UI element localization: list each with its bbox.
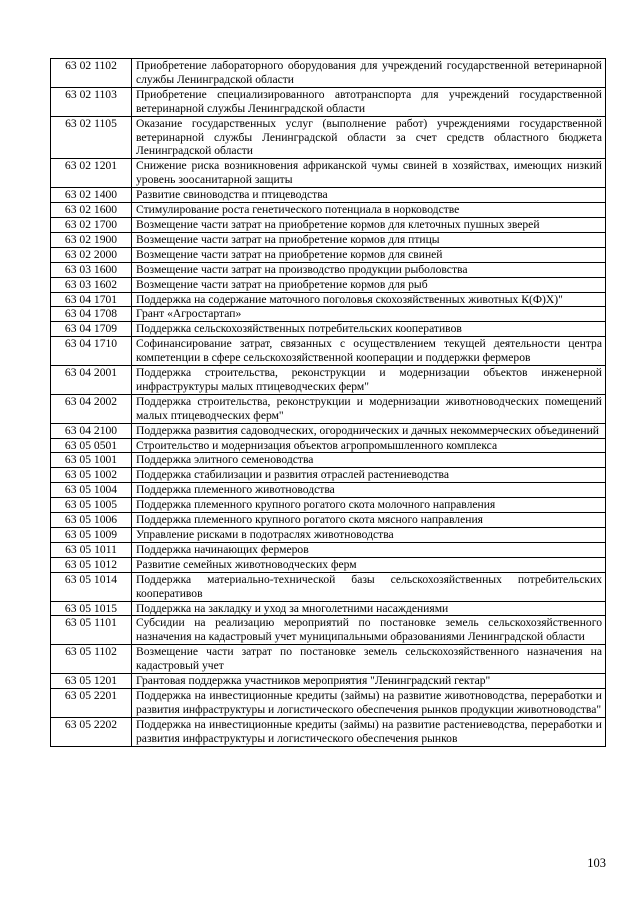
row-code: 63 02 1102 <box>51 59 132 88</box>
table-row <box>51 337 606 366</box>
row-description: Поддержка стабилизации и развития отраслей растениеводства <box>132 468 606 483</box>
table-row <box>51 217 606 232</box>
row-code: 63 05 1002 <box>51 468 132 483</box>
row-description: Поддержка начинающих фермеров <box>132 542 606 557</box>
row-description: Поддержка на инвестиционные кредиты (займы) на развитие животноводства, переработки и развития инфраструктуры и логистического обеспечения рынков продукции животноводства" <box>132 688 606 717</box>
row-code: 63 04 1708 <box>51 307 132 322</box>
row-code: 63 05 1006 <box>51 513 132 528</box>
row-description: Поддержка сельскохозяйственных потребительских кооперативов <box>132 322 606 337</box>
row-description: Снижение риска возникновения африканской чумы свиней в хозяйствах, имеющих низкий уровень зоосанитарной защиты <box>132 159 606 188</box>
row-code: 63 05 1001 <box>51 453 132 468</box>
table-row <box>51 277 606 292</box>
row-description: Возмещение части затрат на производство продукции рыболовства <box>132 262 606 277</box>
row-description: Поддержка племенного крупного рогатого скота молочного направления <box>132 498 606 513</box>
row-code: 63 02 1700 <box>51 217 132 232</box>
table-row <box>51 483 606 498</box>
table-row <box>51 438 606 453</box>
row-code: 63 02 2000 <box>51 247 132 262</box>
row-code: 63 05 2202 <box>51 717 132 746</box>
row-description: Поддержка материально-технической базы сельскохозяйственных потребительских кооперативов <box>132 572 606 601</box>
row-description: Грантовая поддержка участников мероприятия "Ленинградский гектар" <box>132 674 606 689</box>
table-row <box>51 307 606 322</box>
table-row <box>51 513 606 528</box>
table-row <box>51 87 606 116</box>
table-row <box>51 423 606 438</box>
table-row <box>51 453 606 468</box>
row-code: 63 02 1201 <box>51 159 132 188</box>
row-code: 63 03 1600 <box>51 262 132 277</box>
row-code: 63 04 2002 <box>51 394 132 423</box>
row-code: 63 05 1014 <box>51 572 132 601</box>
row-description: Грант «Агростартап» <box>132 307 606 322</box>
row-description: Возмещение части затрат на приобретение кормов для рыб <box>132 277 606 292</box>
row-description: Поддержка на инвестиционные кредиты (займы) на развитие растениеводства, переработки и развития инфраструктуры и логистического обеспечения рынков <box>132 717 606 746</box>
table-row <box>51 59 606 88</box>
row-code: 63 05 0501 <box>51 438 132 453</box>
row-code: 63 03 1602 <box>51 277 132 292</box>
row-description: Возмещение части затрат на приобретение кормов для клеточных пушных зверей <box>132 217 606 232</box>
table-row <box>51 468 606 483</box>
row-description: Возмещение части затрат на приобретение кормов для свиней <box>132 247 606 262</box>
row-code: 63 05 2201 <box>51 688 132 717</box>
row-description: Развитие свиноводства и птицеводства <box>132 188 606 203</box>
row-code: 63 05 1012 <box>51 557 132 572</box>
row-code: 63 02 1600 <box>51 203 132 218</box>
row-code: 63 04 1709 <box>51 322 132 337</box>
table-row <box>51 366 606 395</box>
row-code: 63 04 2100 <box>51 423 132 438</box>
row-description: Поддержка строительства, реконструкции и модернизации объектов инженерной инфраструктуры малых птицеводческих ферм" <box>132 366 606 395</box>
row-description: Приобретение лабораторного оборудования для учреждений государственной ветеринарной службы Ленинградской области <box>132 59 606 88</box>
table-row <box>51 292 606 307</box>
table-row <box>51 322 606 337</box>
row-description: Развитие семейных животноводческих ферм <box>132 557 606 572</box>
row-description: Стимулирование роста генетического потенциала в норководстве <box>132 203 606 218</box>
row-code: 63 04 2001 <box>51 366 132 395</box>
table-row <box>51 159 606 188</box>
table-row <box>51 616 606 645</box>
table-row <box>51 116 606 159</box>
table-row <box>51 188 606 203</box>
row-code: 63 04 1710 <box>51 337 132 366</box>
table-row <box>51 717 606 746</box>
table-row <box>51 528 606 543</box>
table-row <box>51 688 606 717</box>
row-description: Возмещение части затрат по постановке земель сельскохозяйственного назначения на кадастровый учет <box>132 645 606 674</box>
table-row <box>51 674 606 689</box>
row-description: Поддержка развития садоводческих, огороднических и дачных некоммерческих объединений <box>132 423 606 438</box>
table-row <box>51 394 606 423</box>
row-code: 63 02 1900 <box>51 232 132 247</box>
row-description: Поддержка строительства, реконструкции и модернизации животноводческих помещений малых птицеводческих ферм" <box>132 394 606 423</box>
table-row <box>51 247 606 262</box>
row-code: 63 05 1015 <box>51 601 132 616</box>
row-code: 63 05 1101 <box>51 616 132 645</box>
row-description: Субсидии на реализацию мероприятий по постановке земель сельскохозяйственного назначения на кадастровый учет муниципальными образованиями Ленинградской области <box>132 616 606 645</box>
row-description: Софинансирование затрат, связанных с осуществлением текущей деятельности центра компетенции в сфере сельскохозяйственной кооперации и поддержки фермеров <box>132 337 606 366</box>
table-row <box>51 203 606 218</box>
row-description: Поддержка племенного животноводства <box>132 483 606 498</box>
row-description: Поддержка на закладку и уход за многолетними насаждениями <box>132 601 606 616</box>
row-description: Поддержка племенного крупного рогатого скота мясного направления <box>132 513 606 528</box>
table-row <box>51 572 606 601</box>
table-row <box>51 232 606 247</box>
row-code: 63 02 1105 <box>51 116 132 159</box>
row-code: 63 05 1201 <box>51 674 132 689</box>
page-number: 103 <box>587 856 606 870</box>
row-code: 63 02 1103 <box>51 87 132 116</box>
row-description: Поддержка на содержание маточного поголовья скохозяйственных животных К(Ф)Х)" <box>132 292 606 307</box>
row-code: 63 05 1005 <box>51 498 132 513</box>
table-row <box>51 498 606 513</box>
table-row <box>51 601 606 616</box>
row-description: Возмещение части затрат на приобретение кормов для птицы <box>132 232 606 247</box>
row-code: 63 04 1701 <box>51 292 132 307</box>
table-row <box>51 542 606 557</box>
row-description: Оказание государственных услуг (выполнение работ) учреждениями государственной ветеринарной службы Ленинградской области за счет средств областного бюджета Ленинградской области <box>132 116 606 159</box>
row-description: Поддержка элитного семеноводства <box>132 453 606 468</box>
row-description: Управление рисками в подотраслях животноводства <box>132 528 606 543</box>
table-row <box>51 262 606 277</box>
row-code: 63 05 1004 <box>51 483 132 498</box>
row-code: 63 05 1009 <box>51 528 132 543</box>
budget-codes-table <box>50 58 606 747</box>
row-code: 63 02 1400 <box>51 188 132 203</box>
row-code: 63 05 1011 <box>51 542 132 557</box>
table-body <box>51 59 606 747</box>
row-code: 63 05 1102 <box>51 645 132 674</box>
row-description: Строительство и модернизация объектов агропромышленного комплекса <box>132 438 606 453</box>
table-row <box>51 557 606 572</box>
table-row <box>51 645 606 674</box>
row-description: Приобретение специализированного автотранспорта для учреждений государственной ветеринарной службы Ленинградской области <box>132 87 606 116</box>
